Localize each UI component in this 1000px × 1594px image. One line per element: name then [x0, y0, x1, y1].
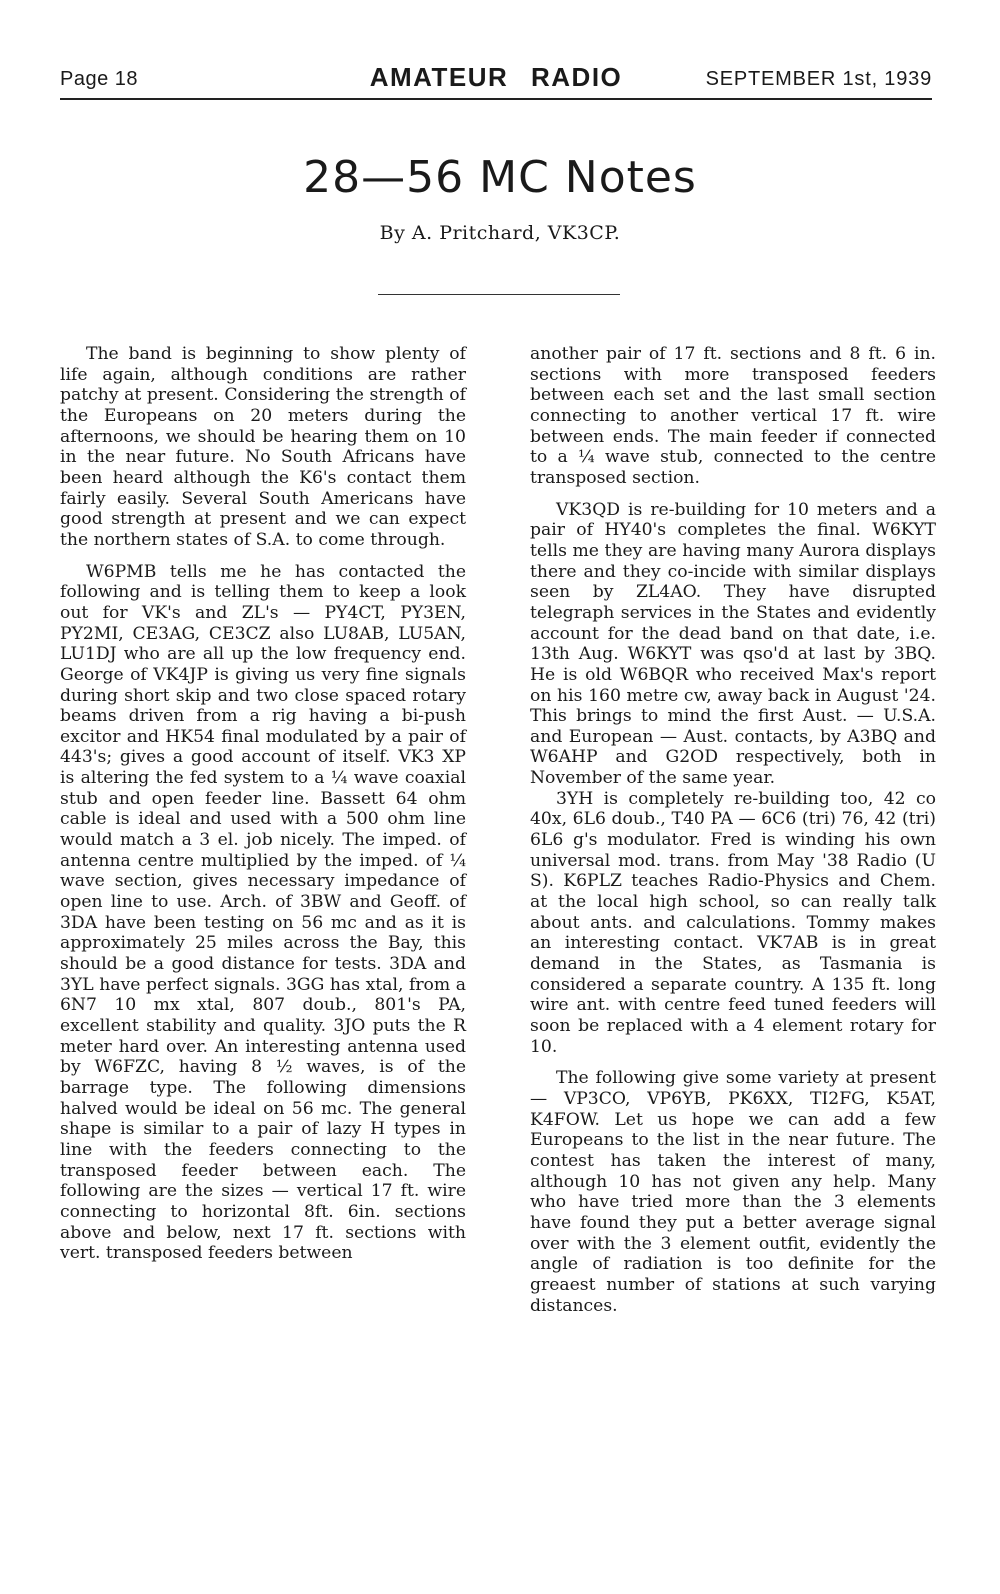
right-column: [530, 344, 936, 1316]
paragraph: W6PMB tells me he has contacted the following and is telling them to keep a look out for VK's and ZL's — PY4CT, PY3EN, PY2MI, CE3AG, CE3CZ also LU8AB, LU5AN, LU1DJ who are all up the low frequency end. George of VK4JP is giving us very fine signals during short skip and two close spaced rotary beams driven from a rig having a bi-push excitor and HK54 final modulated by a pair of 443's; gives a good account of itself. VK3 XP is altering the fed system to a ¼ wave coaxial stub and open feeder line. Bassett 64 ohm cable is ideal and used with a 500 ohm line would match a 3 el. job nicely. The imped. of antenna centre multiplied by the imped. of ¼ wave section, gives necessary impedance of open line to use. Arch. of 3BW and Geoff. of 3DA have been testing on 56 mc and as it is approximately 25 miles across the Bay, this should be a good distance for tests. 3DA and 3YL have perfect signals. 3GG has xtal, from a 6N7 10 mx xtal, 807 doub., 801's PA, excellent stability and quality. 3JO puts the R meter hard over. An interesting antenna used by W6FZC, having 8 ½ waves, is of the barrage type. The following dimensions halved would be ideal on 56 mc. The general shape is similar to a pair of lazy H types in line with the feeders connecting to the transposed feeder between each. The following are the sizes — vertical 17 ft. wire connecting to horizontal 8ft. 6in. sections above and below, next 17 ft. sections with vert. transposed feeders between: [60, 561, 466, 1264]
paragraph: another pair of 17 ft. sections and 8 ft. 6 in. sections with more transposed feeders between each set and the last small section connecting to another vertical 17 ft. wire between ends. The main feeder if connected to a ¼ wave stub, connected to the centre transposed section.: [530, 344, 936, 488]
paragraph: The following give some variety at present — VP3CO, VP6YB, PK6XX, TI2FG, K5AT, K4FOW. Let us hope we can add a few Europeans to the list in the near future. The contest has taken the interest of many, although 10 has not given any help. Many who have tried more than the 3 elements have found they put a better average signal over with the 3 element outfit, evidently the angle of radiation is too definite for the greaest number of stations at such varying distances.: [530, 1068, 936, 1316]
paragraph: 3YH is completely re-building too, 42 co 40x, 6L6 doub., T40 PA — 6C6 (tri) 76, 42 (tri) 6L6 g's modulator. Fred is winding his own universal mod. trans. from May '38 Radio (U S). K6PLZ teaches Radio-Physics and Chem. at the local high school, so can really talk about ants. and calculations. Tommy makes an interesting contact. VK7AB is in great demand in the States, as Tasmania is considered a separate country. A 135 ft. long wire ant. with centre feed tuned feeders will soon be replaced with a 4 element rotary for 10.: [530, 788, 936, 1057]
issue-date: SEPTEMBER 1st, 1939: [705, 68, 932, 90]
title-divider: [378, 294, 620, 295]
paragraph: VK3QD is re-building for 10 meters and a pair of HY40's completes the final. W6KYT tells me they are having many Aurora displays there and they co-incide with similar displays seen by ZL4AO. They have disrupted telegraph services in the States and evidently account for the dead band on that date, i.e. 13th Aug. W6KYT was qso'd at last by 3BQ. He is old W6BQR who received Max's report on his 160 metre cw, away back in August '24. This brings to mind the first Aust. — U.S.A. and European — Aust. contacts, by A3BQ and W6AHP and G2OD respectively, both in November of the same year.: [530, 499, 936, 789]
article-byline: By A. Pritchard, VK3CP.: [379, 222, 621, 244]
paragraph: The band is beginning to show plenty of life again, although conditions are rather patchy at present. Considering the strength of the Europeans on 20 meters during the afternoons, we should be hearing them on 10 in the near future. No South Africans have been heard although the K6's contact them fairly easily. Several South Americans have good strength at present and we can expect the northern states of S.A. to come through.: [60, 344, 466, 550]
page-number: Page 18: [60, 68, 139, 90]
magazine-title: AMATEUR RADIO: [369, 62, 623, 92]
article-title: 28—56 MC Notes: [303, 152, 697, 203]
left-column: [60, 344, 466, 1264]
page-header: [60, 64, 932, 100]
